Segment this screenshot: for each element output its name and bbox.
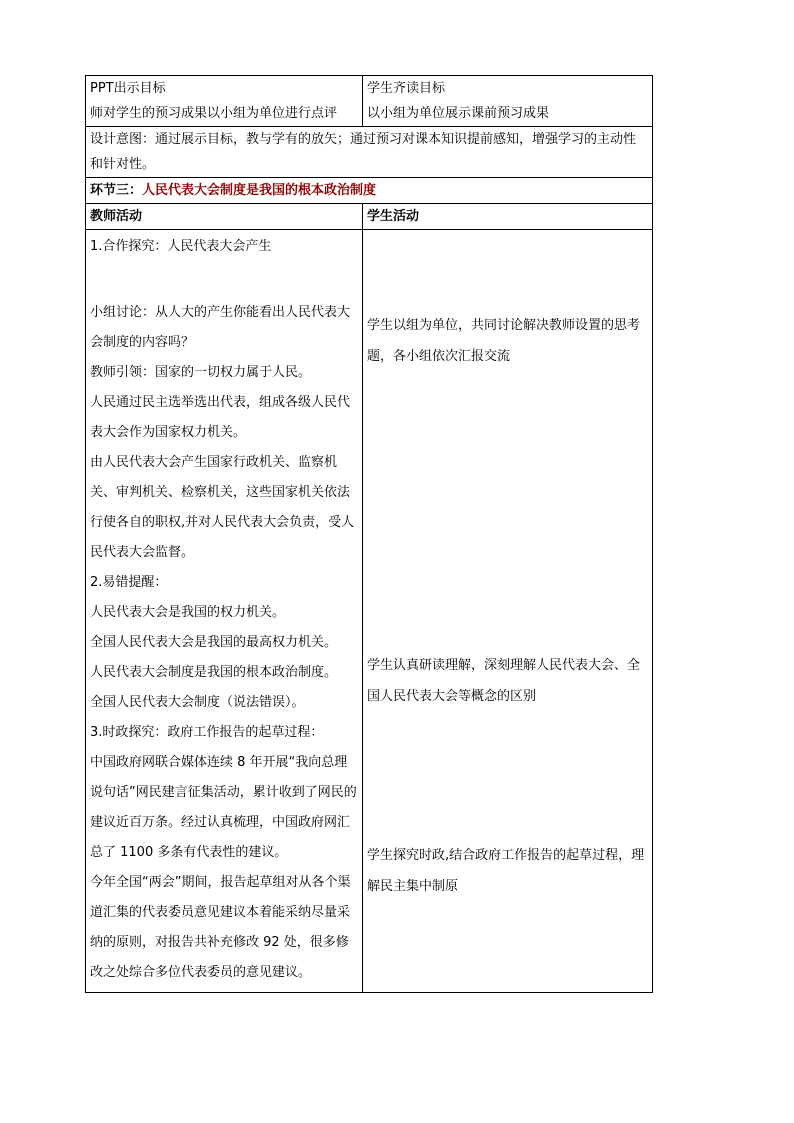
teacher-objectives-cell [86,76,363,127]
item2-title: 2.易错提醒： [90,575,168,590]
student-activity-1: 学生以组为单位，共同讨论解决教师设置的思考题，各小组依次汇报交流 [367,318,641,364]
header-row [86,204,653,230]
design-intent-cell: 设计意图：通过展示目标，教与学有的放矢；通过预习对课本知识提前感知，增强学习的主动性和针对性。 [86,127,653,178]
item3-title: 3.时政探究：政府工作报告的起草过程： [90,725,324,740]
section-title-row [86,178,653,204]
teacher-activity-header: 教师活动 [86,204,363,230]
teacher-activity-cell [86,230,363,993]
error-line-3: 人民代表大会制度是我国的根本政治制度。 [90,665,338,680]
teacher-objective-line-1: PPT出示目标 [90,81,166,96]
student-activity-header: 学生活动 [363,204,653,230]
item1-title: 1.合作探究：人民代表大会产生 [90,239,272,254]
student-objectives-cell [363,76,653,127]
paragraph-2: 由人民代表大会产生国家行政机关、监察机关、审判机关、检察机关，这些国家机关依法行使各自的职权,并对人民代表大会负责，受人民代表大会监督。 [90,455,355,560]
paragraph-3: 中国政府网联合媒体连续 8 年开展“我向总理说句话”网民建言征集活动，累计收到了网民的建议近百万条。经过认真梳理，中国政府网汇总了 1100 多条有代表性的建议。 [90,755,357,860]
objectives-row [86,76,653,127]
student-activity-2: 学生认真研读理解，深刻理解人民代表大会、全国人民代表大会等概念的区别 [367,658,641,704]
error-line-2: 全国人民代表大会是我国的最高权力机关。 [90,635,338,650]
guide-text: 教师引领：国家的一切权力属于人民。 [90,365,312,380]
section-title-cell [86,178,653,204]
teacher-objective-line-2: 师对学生的预习成果以小组为单位进行点评 [90,106,338,121]
error-line-1: 人民代表大会是我国的权力机关。 [90,605,286,620]
section-title: 人民代表大会制度是我国的根本政治制度 [142,183,377,198]
activity-row [86,230,653,993]
lesson-plan-table [85,75,653,993]
student-objective-line-1: 学生齐读目标 [367,81,446,96]
student-activity-3: 学生探究时政,结合政府工作报告的起草过程，理解民主集中制原 [367,848,645,894]
design-intent-row [86,127,653,178]
paragraph-1: 人民通过民主选举选出代表，组成各级人民代表大会作为国家权力机关。 [90,395,351,440]
student-activity-cell [363,230,653,993]
error-line-4: 全国人民代表大会制度（说法错误）。 [90,695,305,710]
paragraph-4: 今年全国“两会”期间，报告起草组对从各个渠道汇集的代表委员意见建议本着能采纳尽量采纳的原则，对报告共补充修改 92 处，很多修改之处综合多位代表委员的意见建议。 [90,875,351,980]
section-prefix: 环节三： [90,183,143,198]
student-objective-line-2: 以小组为单位展示课前预习成果 [367,106,550,121]
discussion-text: 小组讨论：从人大的产生你能看出人民代表大会制度的内容吗？ [90,305,351,350]
spacer [90,262,358,298]
